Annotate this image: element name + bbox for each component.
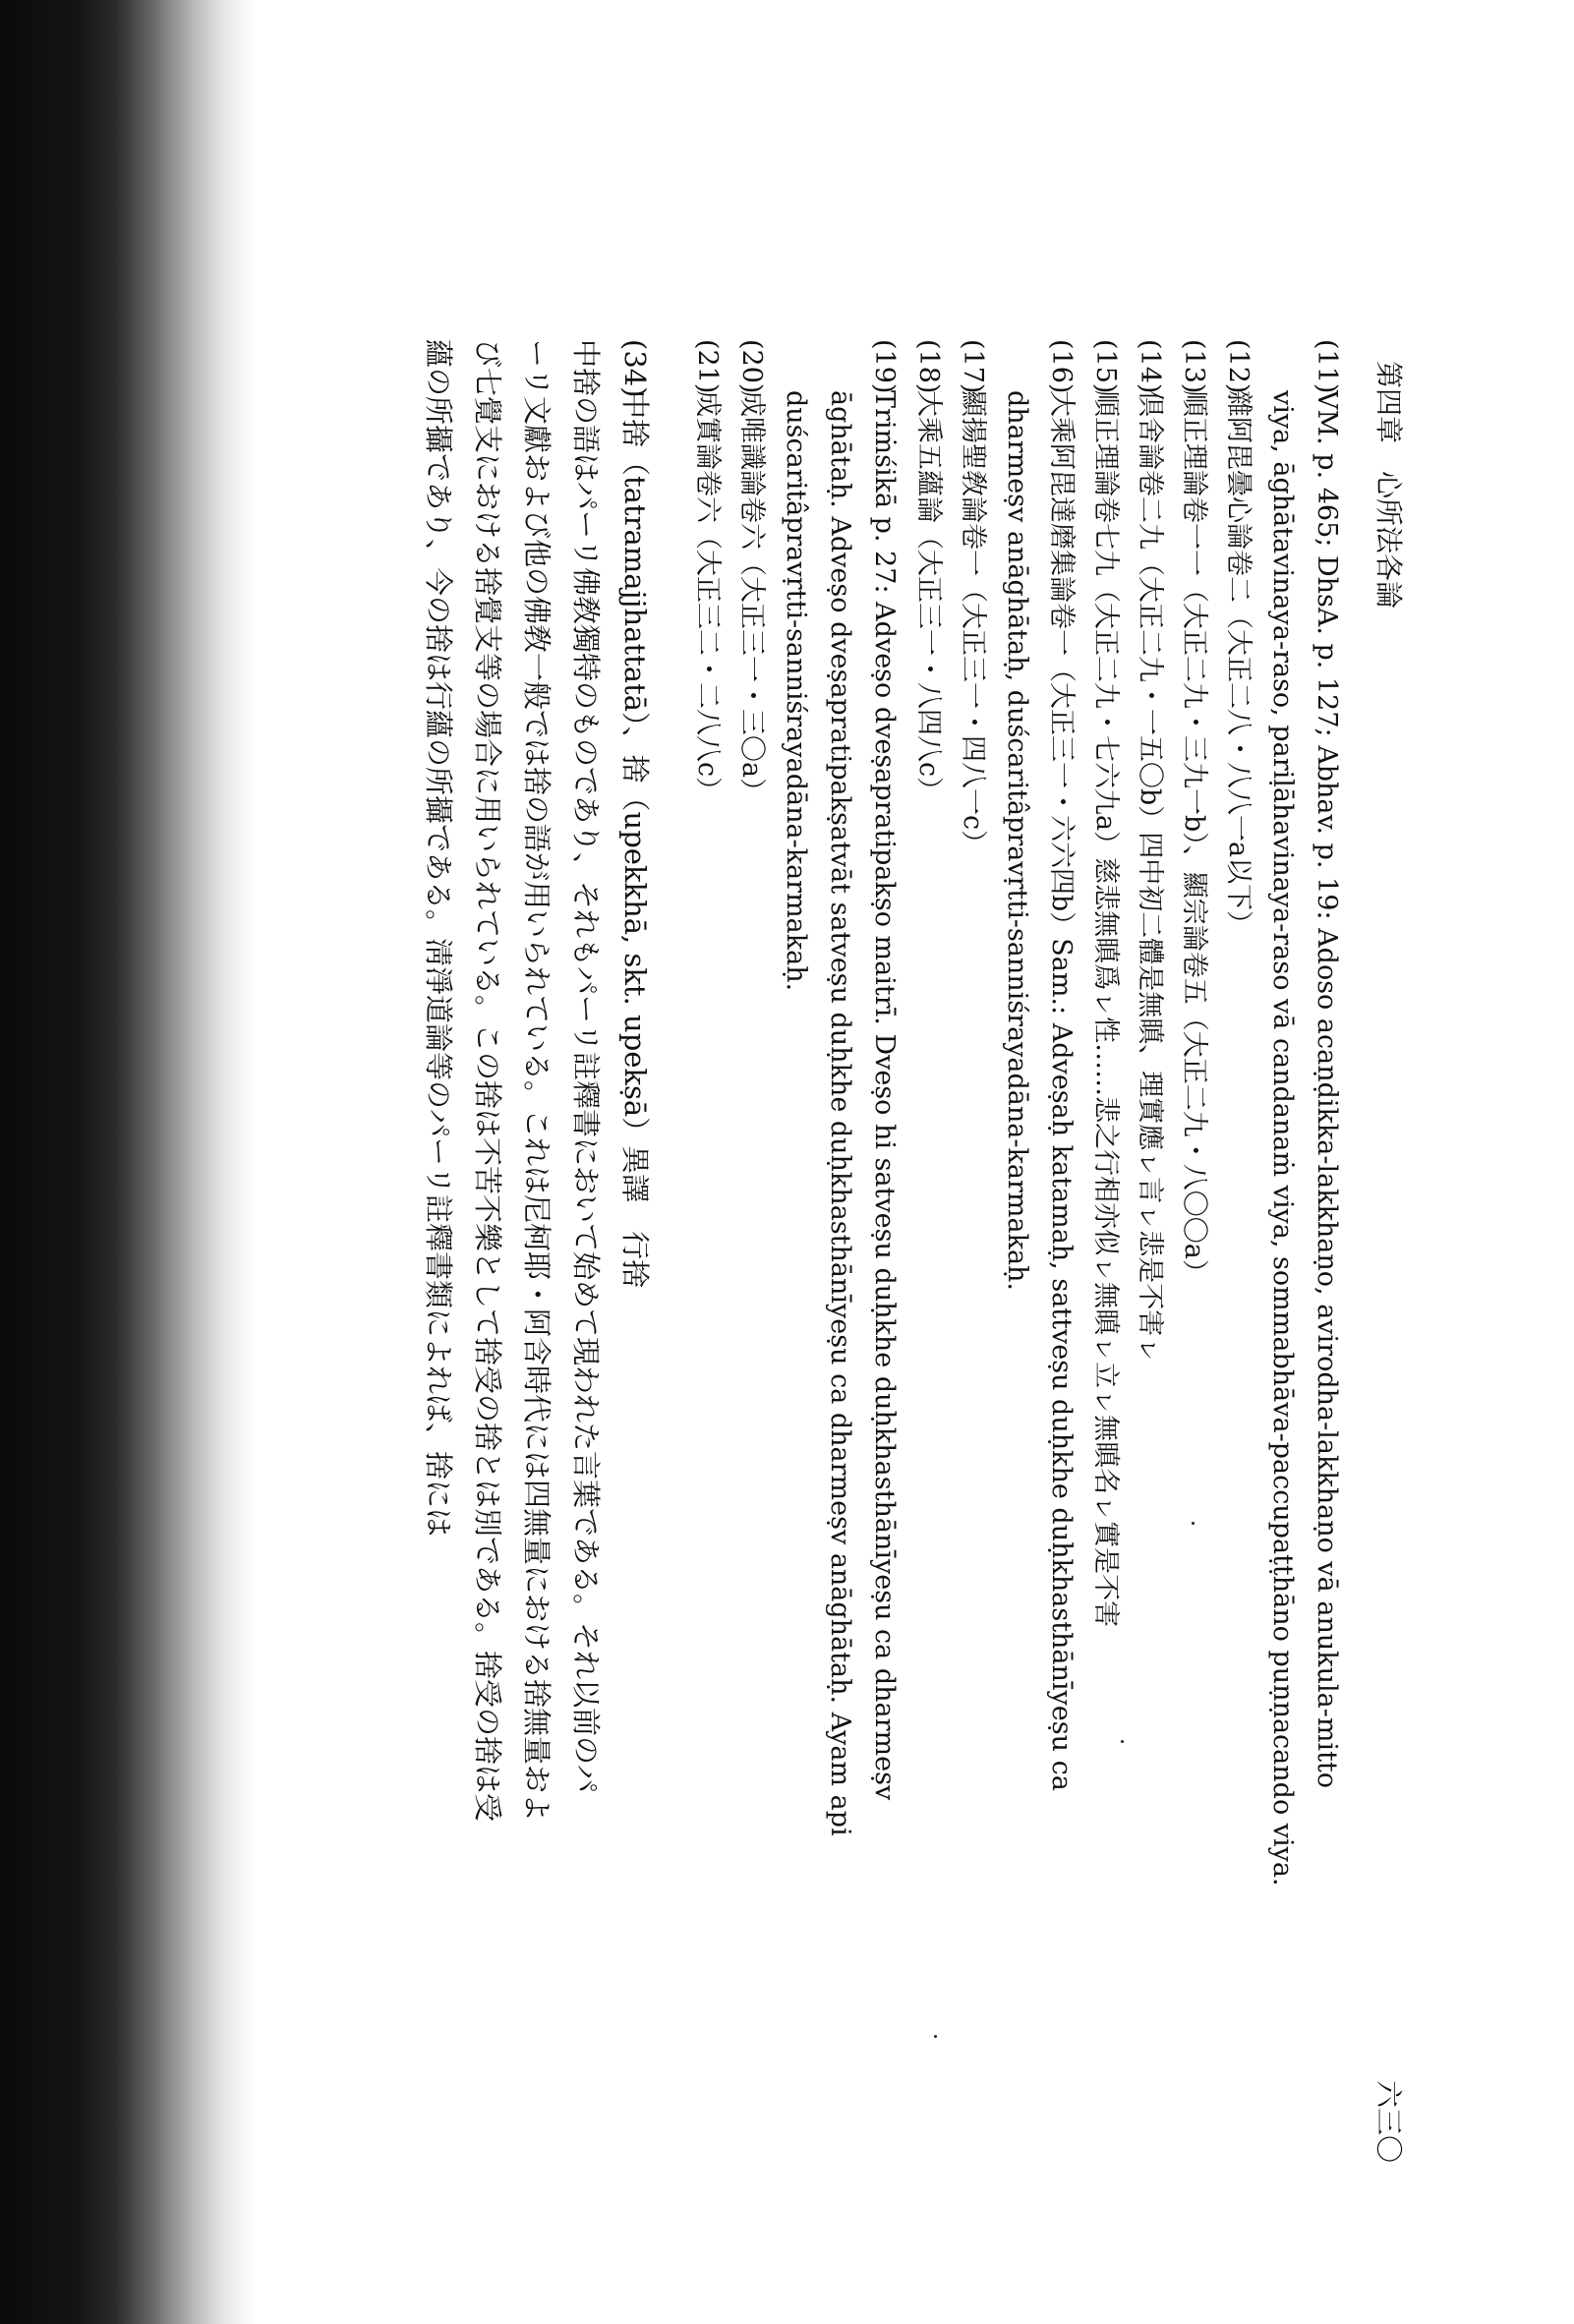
footnote-text: 大乘五蘊論（大正三一・八四八c） bbox=[913, 390, 944, 804]
footnote-text: viya, āghātavinaya-raso, pariḷāhavinaya-raso vā candanaṁ viya, sommabhāva-paccupaṭṭhāno puṇṇacando viya. bbox=[1267, 390, 1298, 1887]
section-gap bbox=[660, 339, 685, 2163]
scan-gutter-shadow bbox=[0, 0, 256, 2324]
paragraph-line: 蘊の所攝であり、今の捨は行蘊の所攝である。淸淨道論等のパーリ註釋書類によれば、捨には bbox=[422, 339, 455, 1538]
footnote-number: (13) bbox=[1179, 339, 1209, 394]
footnote-text: VM. p. 465; DhsA. p. 127; Abhav. p. 19: Adoso acaṇḍikka-lakkhaṇo, avirodha-lakkhaṇo vā anukula-mitto bbox=[1312, 390, 1342, 1789]
footnote-text: 成唯識論卷六（大正三一・三〇a） bbox=[736, 390, 767, 805]
footnote-text: 雜阿毘曇心論卷二（大正二八・八八一a以下） bbox=[1223, 390, 1253, 938]
footnote-text: āghātaḥ. Adveṣo dveṣapratipakṣatvāt satveṣu duḥkhe duḥkhasthānīyeṣu ca dharmeṣv anāghātaḥ. Ayam api bbox=[825, 390, 855, 1836]
paragraph-line: ーリ文獻および他の佛敎一般では捨の語が用いられている。これは尼柯耶・阿含時代には四無量における捨無量およ bbox=[520, 339, 554, 1823]
footnotes bbox=[414, 339, 1349, 2163]
body-paragraph bbox=[414, 339, 611, 2163]
footnote bbox=[774, 339, 906, 2163]
section-heading-text: 中捨（tatramajjhattatā）、捨（upekkhā, skt. upekṣā）異譯 行捨 bbox=[618, 390, 652, 1289]
footnote bbox=[729, 339, 774, 2163]
footnote bbox=[951, 339, 995, 2163]
footnote-text: 大乘阿毘達磨集論卷一（大正三一・六六四b）Sam.: Adveṣaḥ katamaḥ, sattveṣu duḥkhe duḥkhasthānīyeṣu ca bbox=[1046, 390, 1077, 1791]
footnote-text: 順正理論卷一一（大正二九・三九一b）、顯宗論卷五（大正二九・八〇〇a） bbox=[1179, 390, 1209, 1286]
footnote bbox=[1216, 339, 1260, 2163]
footnote bbox=[1172, 339, 1216, 2163]
paragraph-line: 中捨の語はパーリ佛敎獨特のものであり、それもパーリ註釋書において始めて現われた言葉である。それ以前のパ bbox=[569, 339, 603, 1794]
footnote-number: (15) bbox=[1090, 339, 1121, 394]
footnote bbox=[906, 339, 951, 2163]
chapter-title: 第四章 心所法各論 bbox=[1372, 361, 1405, 610]
footnote-number: (14) bbox=[1135, 339, 1165, 394]
page-header bbox=[1371, 339, 1411, 2163]
footnote-number: (21) bbox=[692, 339, 723, 394]
footnote bbox=[1128, 339, 1172, 2163]
paragraph-line: び七覺支における捨覺支等の場合に用いられている。この捨は不苦不樂として捨受の捨とは別である。捨受の捨は受 bbox=[471, 339, 504, 1823]
footnote-text: 成實論卷六（大正三二・二八八c） bbox=[692, 390, 723, 804]
footnote-text: duścaritâpravṛtti-sanniśrayadāna-karmakaḥ. bbox=[781, 390, 811, 992]
footnote-text: 倶舍論卷二九（大正二九・一五〇b）四中初二體是無瞋、理實應ㇾ言ㇾ悲是不害ㇾ bbox=[1135, 390, 1165, 1364]
footnote-text: 順正理論卷七九（大正二九・七六九a）慈悲無瞋爲ㇾ性……悲之行相亦似ㇾ無瞋ㇾ立ㇾ無瞋名ㇾ實是不害 bbox=[1090, 390, 1121, 1628]
footnote-number: (20) bbox=[736, 339, 767, 394]
section-heading bbox=[611, 339, 660, 2163]
footnote-number: (11) bbox=[1312, 339, 1342, 394]
footnote-number: (17) bbox=[958, 339, 988, 394]
footnote-number: (16) bbox=[1046, 339, 1077, 394]
footnote-text: 顯揚聖敎論卷一（大正三一・四八一c） bbox=[958, 390, 988, 857]
footnote bbox=[1260, 339, 1349, 2163]
footnote-text: dharmeṣv anāghātaḥ, duścaritâpravṛtti-sanniśrayadāna-karmakaḥ. bbox=[1002, 390, 1032, 1292]
page-number: 六三〇 bbox=[1372, 2079, 1405, 2163]
footnote bbox=[995, 339, 1083, 2163]
footnote-text: Triṁśikā p. 27: Adveṣo dveṣapratipakṣo maitrī. Dveṣo hi satveṣu duḥkhe duḥkhasthānīyeṣu ca dharmeṣv bbox=[869, 390, 900, 1801]
section-number: (34) bbox=[618, 339, 652, 398]
footnote-number: (18) bbox=[913, 339, 944, 394]
footnote bbox=[1083, 339, 1128, 2163]
footnote-number: (12) bbox=[1223, 339, 1253, 394]
footnote bbox=[685, 339, 729, 2163]
footnote-number: (19) bbox=[869, 339, 900, 394]
